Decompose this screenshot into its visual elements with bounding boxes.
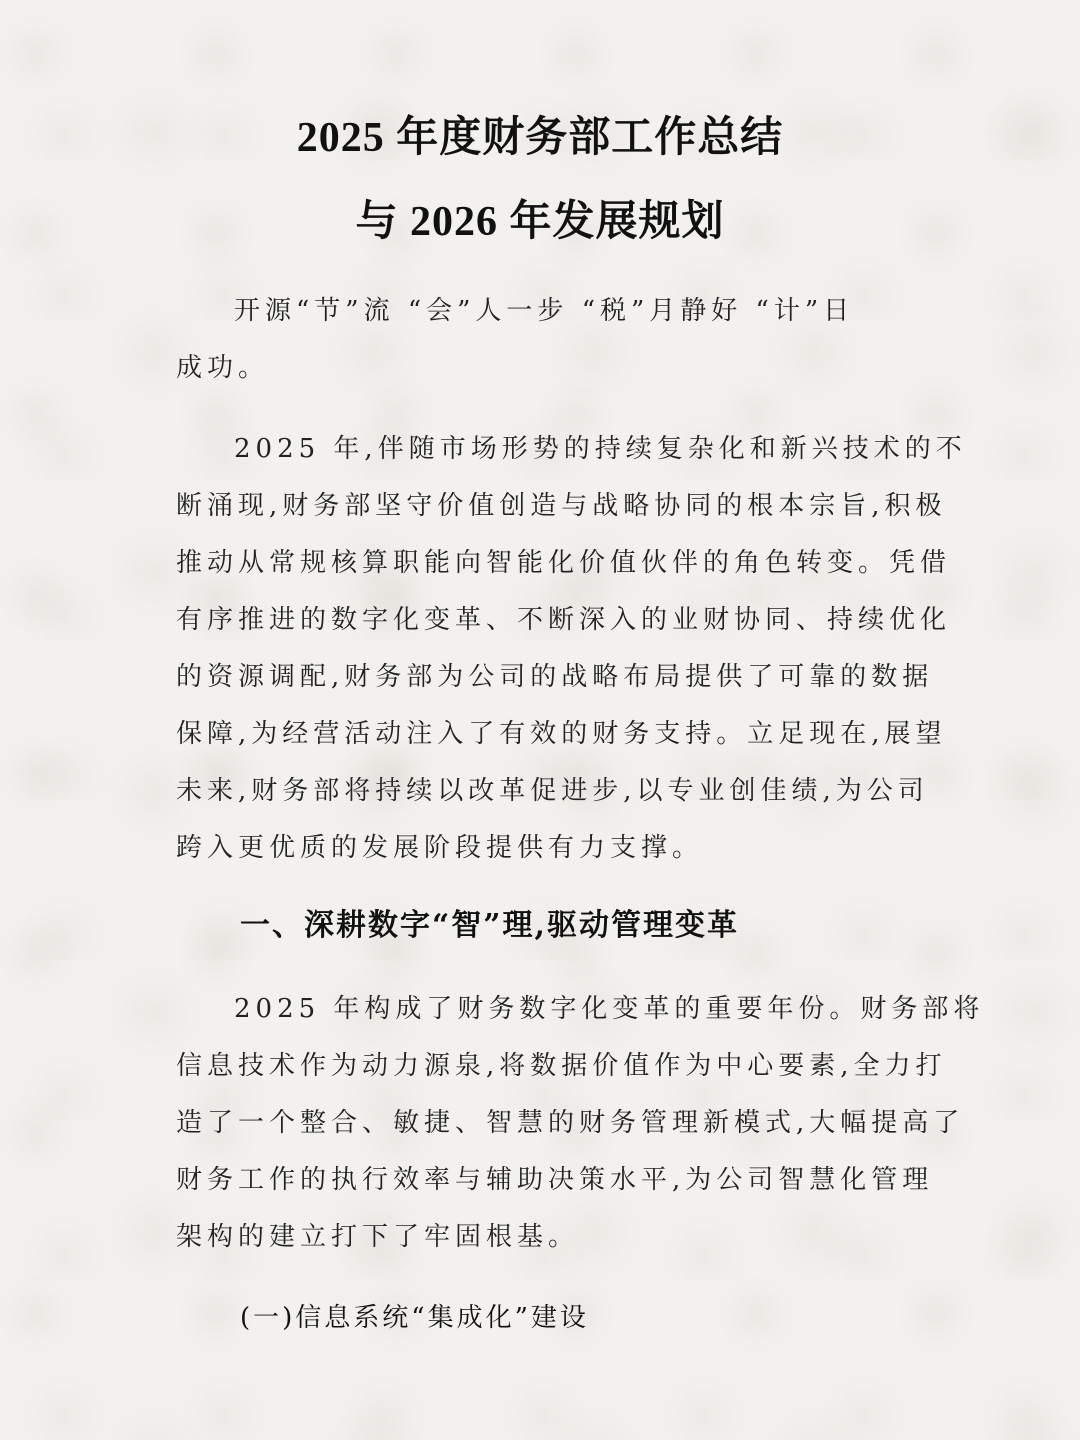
intro-paragraph — [176, 283, 906, 397]
paragraph-line: 信息技术作为动力源泉,将数据价值作为中心要素,全力打 — [176, 1051, 947, 1081]
paragraph-line: 2025 年,伴随市场形势的持续复杂化和新兴技术的不 — [234, 434, 967, 464]
paragraph-line: 推动从常规核算职能向智能化价值伙伴的角色转变。凭借 — [176, 548, 952, 578]
intro-line: 开源“节”流 “会”人一步 “税”月静好 “计”日 — [234, 296, 855, 326]
intro-line: 成功。 — [176, 353, 270, 383]
paragraph-line: 有序推进的数字化变革、不断深入的业财协同、持续优化 — [176, 605, 952, 635]
document-title-line-1: 2025 年度财务部工作总结 — [296, 115, 784, 161]
document-title-line-2: 与 2026 年发展规划 — [355, 199, 725, 245]
paragraph-line: 跨入更优质的发展阶段提供有力支撑。 — [176, 833, 704, 863]
body-paragraph-2 — [176, 981, 985, 1266]
paragraph-line: 造了一个整合、敏捷、智慧的财务管理新模式,大幅提高了 — [176, 1108, 965, 1138]
subsection-heading: (一)信息系统“集成化”建设 — [240, 1303, 589, 1333]
paragraph-line: 架构的建立打下了牢固根基。 — [176, 1222, 580, 1252]
body-paragraph-1 — [176, 421, 967, 877]
paragraph-line: 2025 年构成了财务数字化变革的重要年份。财务部将 — [234, 994, 985, 1024]
section-heading: 一、深耕数字“智”理,驱动管理变革 — [240, 908, 739, 943]
paragraph-line: 财务工作的执行效率与辅助决策水平,为公司智慧化管理 — [176, 1165, 934, 1195]
paragraph-line: 的资源调配,财务部为公司的战略布局提供了可靠的数据 — [176, 662, 934, 692]
paragraph-line: 保障,为经营活动注入了有效的财务支持。立足现在,展望 — [176, 719, 947, 749]
paragraph-line: 未来,财务部将持续以改革促进步,以专业创佳绩,为公司 — [176, 776, 929, 806]
paragraph-line: 断涌现,财务部坚守价值创造与战略协同的根本宗旨,积极 — [176, 491, 947, 521]
